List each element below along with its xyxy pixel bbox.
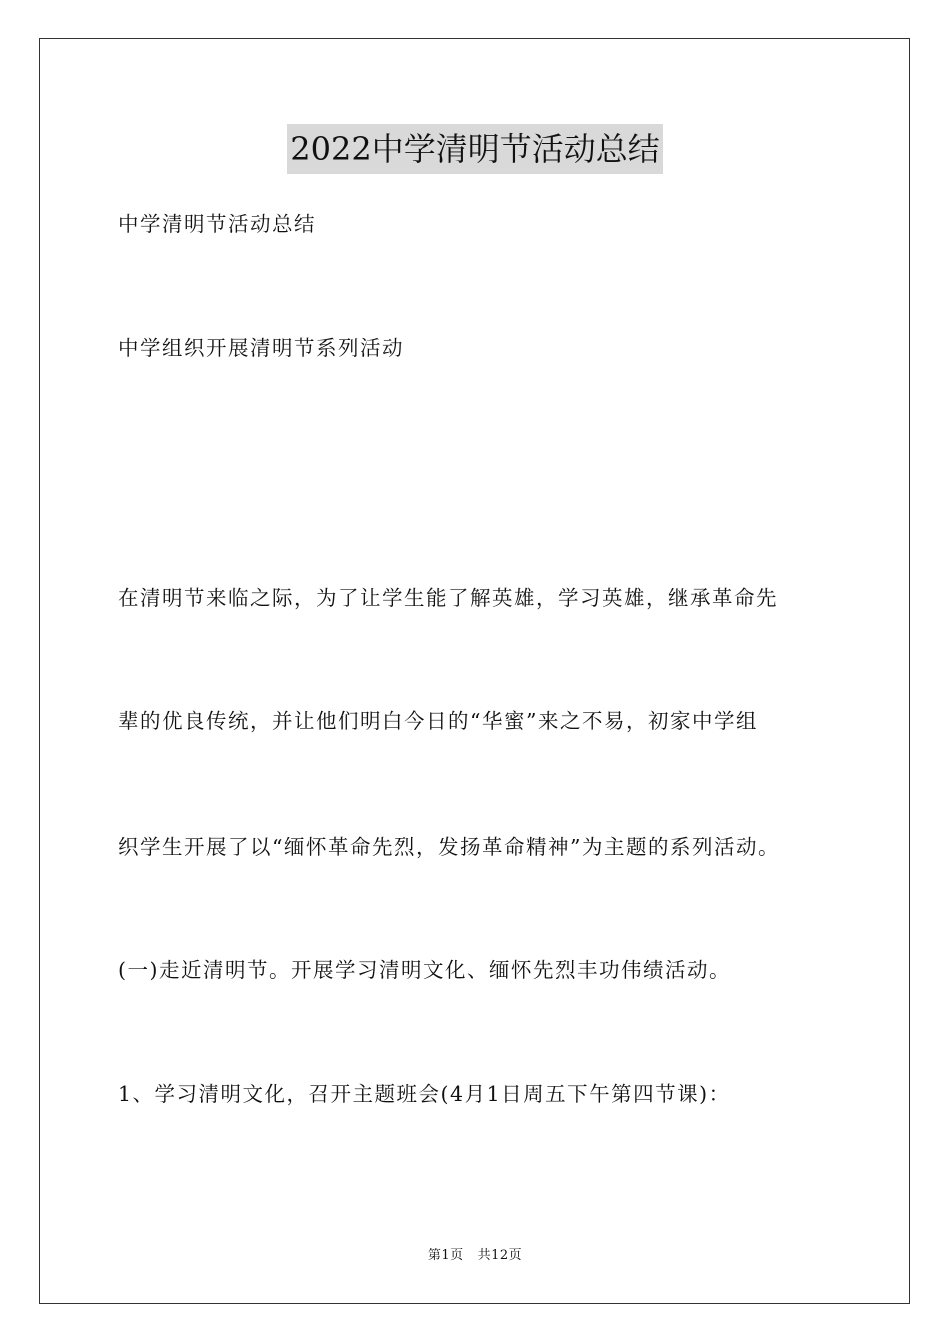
page-number: 第1页	[427, 1248, 464, 1263]
paragraph-heading: 中学组织开展清明节系列活动	[118, 336, 404, 360]
paragraph-section-heading: (一)走近清明节。开展学习清明文化、缅怀先烈丰功伟绩活动。	[118, 958, 731, 982]
paragraph-list-item: 1、学习清明文化，召开主题班会(4月1日周五下午第四节课)：	[118, 1082, 731, 1106]
paragraph-body-line-3: 织学生开展了以“缅怀革命先烈，发扬革命精神”为主题的系列活动。	[118, 835, 780, 859]
paragraph-body-line-2: 辈的优良传统，并让他们明白今日的“华蜜”来之不易，初家中学组	[118, 709, 758, 733]
page-footer	[0, 1247, 950, 1265]
document-title	[0, 124, 950, 174]
paragraph-body-line-1: 在清明节来临之际，为了让学生能了解英雄，学习英雄，继承革命先	[118, 586, 778, 610]
paragraph-subtitle: 中学清明节活动总结	[118, 212, 316, 236]
page-total: 共12页	[477, 1248, 523, 1263]
document-title-text: 2022中学清明节活动总结	[287, 124, 662, 174]
